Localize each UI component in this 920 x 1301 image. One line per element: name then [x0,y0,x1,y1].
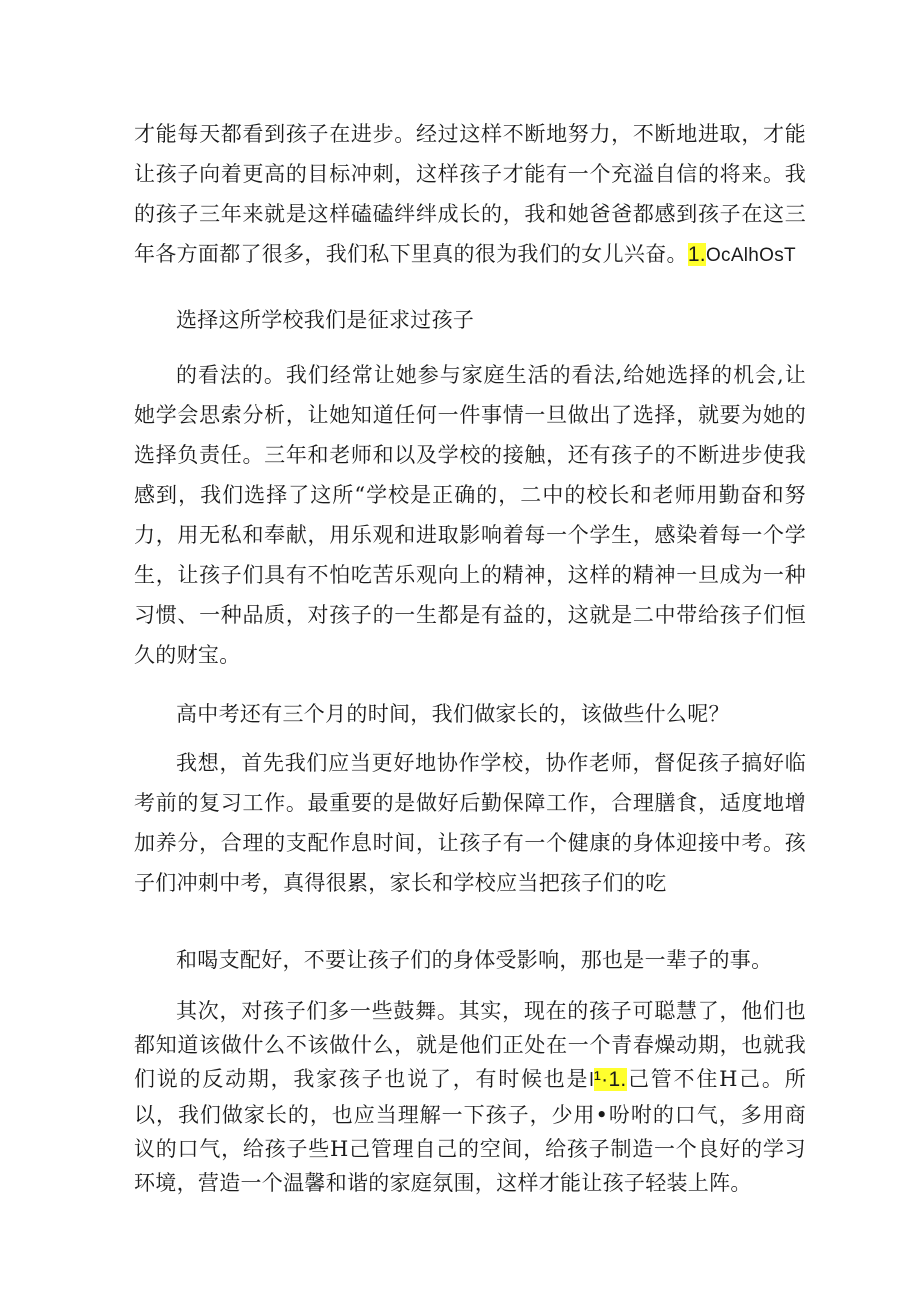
garbled-text: OcAlhOsT [705,245,796,266]
paragraph-7-text-before: 其次，对孩子们多一些鼓舞。其实，现在的孩子可聪慧了，他们也都知道该做什么不该做什么，就是他们正处在一个青春燥动期，也就我们说的反动期，我家孩子也说了，有时候也是 [134,999,806,1091]
paragraph-6: 和喝支配好，不要让孩子们的身体受影响，那也是一辈子的事。 [176,948,773,972]
paragraph-7 [134,994,806,1200]
paragraph-3: 的看法的。我们经常让她参与家庭生活的看法,给她选择的机会,让她学会思索分析，让她知道任何一件事情一旦做出了选择，就要为她的选择负责任。三年和老师和以及学校的接触，还有孩子的不断进步使我感到，我们选择了这所“学校是正确的，二中的校长和老师用勤奋和努力，用无私和奉献，用乐观和进取影响着每一个学生，感染着每一个学生，让孩子们具有不怕吃苦乐观向上的精神，这样的精神一旦成为一种习惯、一种品质，对孩子的一生都是有益的，这就是二中带给孩子们恒久的财宝。 [134,363,806,667]
paragraph-1 [134,114,806,276]
paragraph-4: 高中考还有三个月的时间，我们做家长的，该做些什么呢？ [176,702,730,726]
paragraph-2: 选择这所学校我们是征求过孩子 [176,308,475,332]
highlighted-marker-2: ¹·1. [593,1068,627,1091]
paragraph-5: 我想，首先我们应当更好地协作学校，协作老师，督促孩子搞好临考前的复习工作。最重要的是做好后勤保障工作，合理膳食，适度地增加养分，合理的支配作息时间，让孩子有一个健康的身体迎接中考。孩子们冲刺中考，真得很累，家长和学校应当把孩子们的吃 [134,751,806,895]
paragraph-7-text-after: 己管不住H己。所以，我们做家长的，也应当理解一下孩子，少用•吩咐的口气，多用商议的口气，给孩子些H己管理自己的空间，给孩子制造一个良好的学习环境，营造一个温馨和谐的家庭氛围，这样才能让孩子轻装上阵。 [134,1067,807,1195]
highlighted-marker: 1. [687,243,706,266]
garbled-char: l [589,1070,594,1091]
paragraph-1-text: 才能每天都看到孩子在进步。经过这样不断地努力，不断地进取，才能让孩子向着更高的目标冲刺，这样孩子才能有一个充溢自信的将来。我的孩子三年来就是这样磕磕绊绊成长的，我和她爸爸都感到孩子在这三年各方面都了很多，我们私下里真的很为我们的女儿兴奋。 [134,122,806,266]
